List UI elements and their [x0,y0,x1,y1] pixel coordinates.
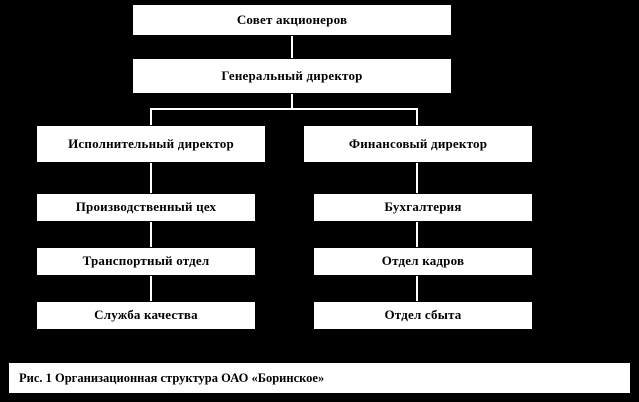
node-board: Совет акционеров [132,4,452,36]
node-executive-director: Исполнительный директор [36,125,266,163]
node-general-director: Генеральный директор [132,58,452,94]
connector-board-to-gendir [291,36,293,58]
node-production-shop: Производственный цех [36,193,256,222]
node-hr-department: Отдел кадров [313,247,533,276]
node-financial-director: Финансовый директор [303,125,533,163]
node-quality-service: Служба качества [36,301,256,330]
figure-caption: Рис. 1 Организационная структура ОАО «Боринское» [8,362,631,394]
connector-gendir-stem [291,94,293,108]
node-transport-department: Транспортный отдел [36,247,256,276]
connector-to-findir [416,108,418,125]
node-accounting: Бухгалтерия [313,193,533,222]
connector-to-execdir [150,108,152,125]
connector-gendir-horizontal [150,108,418,110]
node-sales-department: Отдел сбыта [313,301,533,330]
